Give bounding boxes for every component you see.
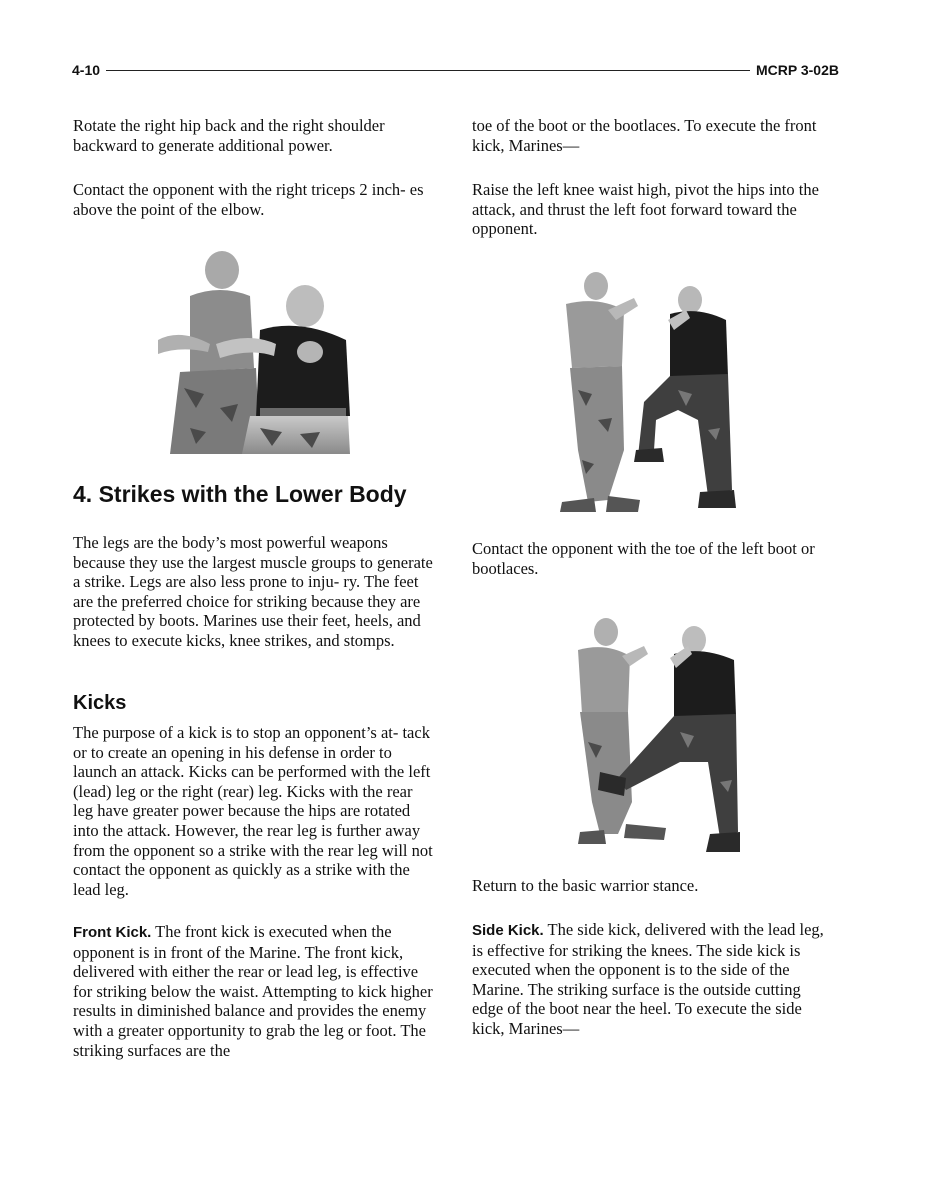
header-rule <box>106 70 750 71</box>
right-paragraph-1: toe of the boot or the bootlaces. To execute the front kick, Marines— <box>472 116 817 155</box>
document-id: MCRP 3-02B <box>756 62 839 78</box>
left-paragraph-4: The purpose of a kick is to stop an opponent’s at- tack or to create an opening in his defense in order to launch an attack. Kicks can be performed with the left (lead) leg or the right (rear) leg. Kicks with the rear leg have greater power because the hips are rotated into the attack. However, the rear leg is further away from the opponent so a strike with the rear leg will not contact the opponent as quickly as a strike with the lead leg. <box>73 723 433 899</box>
left-paragraph-1: Rotate the right hip back and the right shoulder backward to generate additional power. <box>73 116 385 155</box>
front-kick-label: Front Kick. <box>73 924 152 941</box>
subsection-heading: Kicks <box>73 692 127 714</box>
section-heading: 4. Strikes with the Lower Body <box>73 481 407 507</box>
right-paragraph-2: Raise the left knee waist high, pivot the hips into the attack, and thrust the left foot forward toward the opponent. <box>472 180 819 239</box>
side-kick-label: Side Kick. <box>472 922 544 939</box>
running-header <box>72 60 839 80</box>
front-kick-contact-photo <box>570 612 742 858</box>
elbow-strike-photo <box>150 248 350 454</box>
front-kick-raise-knee-photo <box>558 270 738 514</box>
left-paragraph-3: The legs are the body’s most powerful weapons because they use the largest muscle groups to generate a strike. Legs are also less prone to inju- ry. The feet are the preferred choice for striking because they are protected by boots. Marines use their feet, heels, and knees to execute kicks, knee strikes, and stomps. <box>73 533 433 650</box>
left-paragraph-2: Contact the opponent with the right triceps 2 inch- es above the point of the elbow. <box>73 180 424 219</box>
side-kick-paragraph <box>472 920 834 1039</box>
right-paragraph-4: Return to the basic warrior stance. <box>472 876 699 895</box>
right-paragraph-3: Contact the opponent with the toe of the left boot or bootlaces. <box>472 539 815 578</box>
side-kick-text: The side kick, delivered with the lead leg, is effective for striking the knees. The side kick is executed when the opponent is to the side of the Marine. The striking surface is the outside cutting edge of the boot near the heel. To execute the side kick, Marines— <box>472 920 824 1038</box>
front-kick-text: The front kick is executed when the opponent is in front of the Marine. The front kick, delivered with either the rear or lead leg, is effective for striking below the waist. Attempting to kick higher results in diminished balance and provides the enemy with a greater opportunity to grab the leg or foot. The striking surfaces are the <box>73 922 433 1060</box>
front-kick-paragraph <box>73 922 435 1060</box>
page-number: 4-10 <box>72 62 101 78</box>
